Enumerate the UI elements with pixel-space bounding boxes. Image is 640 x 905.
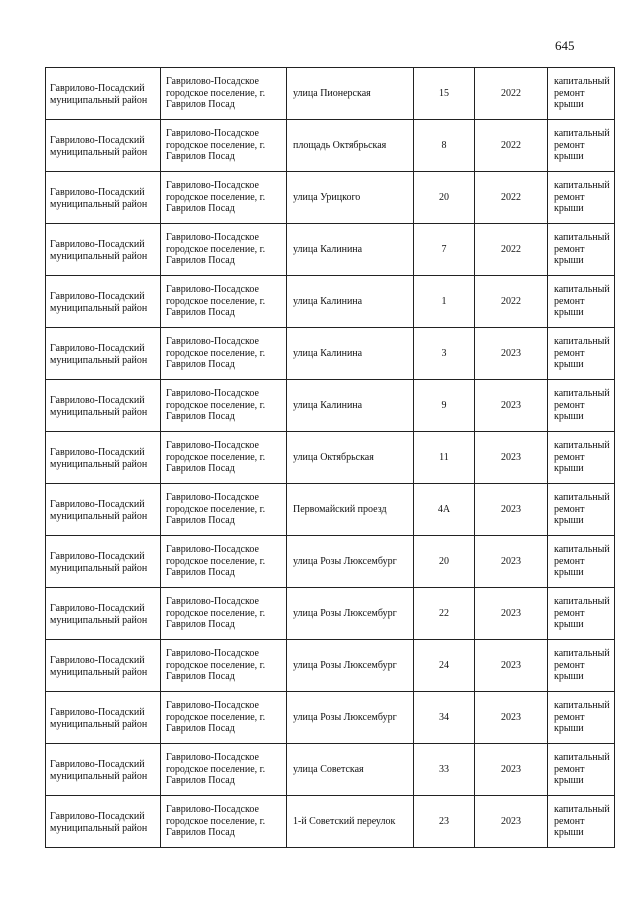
district-cell: Гаврилово-Посадский муниципальный район [46, 172, 161, 224]
settlement-cell: Гаврилово-Посадское городское поселение, г. Гаврилов Посад [161, 224, 287, 276]
work-type-cell: капитальный ремонт крыши [548, 328, 615, 380]
settlement-cell: Гаврилово-Посадское городское поселение, г. Гаврилов Посад [161, 172, 287, 224]
table-row [46, 68, 615, 120]
settlement-cell: Гаврилово-Посадское городское поселение, г. Гаврилов Посад [161, 380, 287, 432]
street-cell: Первомайский проезд [287, 484, 414, 536]
district-cell: Гаврилово-Посадский муниципальный район [46, 536, 161, 588]
settlement-cell: Гаврилово-Посадское городское поселение, г. Гаврилов Посад [161, 328, 287, 380]
district-cell: Гаврилово-Посадский муниципальный район [46, 68, 161, 120]
table-row [46, 432, 615, 484]
year-cell: 2023 [475, 692, 548, 744]
district-cell: Гаврилово-Посадский муниципальный район [46, 484, 161, 536]
work-type-cell: капитальный ремонт крыши [548, 484, 615, 536]
table-row [46, 172, 615, 224]
work-type-cell: капитальный ремонт крыши [548, 380, 615, 432]
street-cell: 1-й Советский переулок [287, 796, 414, 848]
street-cell: улица Калинина [287, 328, 414, 380]
street-cell: площадь Октябрьская [287, 120, 414, 172]
house-number-cell: 15 [414, 68, 475, 120]
street-cell: улица Розы Люксембург [287, 640, 414, 692]
year-cell: 2023 [475, 484, 548, 536]
street-cell: улица Советская [287, 744, 414, 796]
table-row [46, 380, 615, 432]
work-type-cell: капитальный ремонт крыши [548, 744, 615, 796]
street-cell: улица Розы Люксембург [287, 692, 414, 744]
table-row [46, 640, 615, 692]
table-row [46, 692, 615, 744]
street-cell: улица Урицкого [287, 172, 414, 224]
table-row [46, 224, 615, 276]
year-cell: 2022 [475, 276, 548, 328]
settlement-cell: Гаврилово-Посадское городское поселение, г. Гаврилов Посад [161, 588, 287, 640]
house-number-cell: 34 [414, 692, 475, 744]
year-cell: 2022 [475, 120, 548, 172]
year-cell: 2023 [475, 640, 548, 692]
street-cell: улица Пионерская [287, 68, 414, 120]
work-type-cell: капитальный ремонт крыши [548, 224, 615, 276]
street-cell: улица Розы Люксембург [287, 588, 414, 640]
table-row [46, 744, 615, 796]
street-cell: улица Октябрьская [287, 432, 414, 484]
work-type-cell: капитальный ремонт крыши [548, 536, 615, 588]
year-cell: 2023 [475, 380, 548, 432]
table-row [46, 276, 615, 328]
street-cell: улица Калинина [287, 224, 414, 276]
table-row [46, 328, 615, 380]
table-row [46, 120, 615, 172]
page-number: 645 [555, 38, 575, 53]
house-number-cell: 8 [414, 120, 475, 172]
work-type-cell: капитальный ремонт крыши [548, 588, 615, 640]
work-type-cell: капитальный ремонт крыши [548, 640, 615, 692]
work-type-cell: капитальный ремонт крыши [548, 796, 615, 848]
district-cell: Гаврилово-Посадский муниципальный район [46, 744, 161, 796]
year-cell: 2023 [475, 796, 548, 848]
house-number-cell: 33 [414, 744, 475, 796]
district-cell: Гаврилово-Посадский муниципальный район [46, 692, 161, 744]
district-cell: Гаврилово-Посадский муниципальный район [46, 224, 161, 276]
table-row [46, 588, 615, 640]
year-cell: 2023 [475, 744, 548, 796]
work-type-cell: капитальный ремонт крыши [548, 692, 615, 744]
year-cell: 2023 [475, 536, 548, 588]
settlement-cell: Гаврилово-Посадское городское поселение, г. Гаврилов Посад [161, 692, 287, 744]
work-type-cell: капитальный ремонт крыши [548, 276, 615, 328]
district-cell: Гаврилово-Посадский муниципальный район [46, 276, 161, 328]
district-cell: Гаврилово-Посадский муниципальный район [46, 380, 161, 432]
year-cell: 2023 [475, 328, 548, 380]
settlement-cell: Гаврилово-Посадское городское поселение, г. Гаврилов Посад [161, 536, 287, 588]
settlement-cell: Гаврилово-Посадское городское поселение, г. Гаврилов Посад [161, 276, 287, 328]
house-number-cell: 4А [414, 484, 475, 536]
repair-registry-table [45, 67, 615, 848]
house-number-cell: 23 [414, 796, 475, 848]
street-cell: улица Калинина [287, 276, 414, 328]
district-cell: Гаврилово-Посадский муниципальный район [46, 588, 161, 640]
work-type-cell: капитальный ремонт крыши [548, 120, 615, 172]
table-row [46, 796, 615, 848]
district-cell: Гаврилово-Посадский муниципальный район [46, 640, 161, 692]
year-cell: 2022 [475, 172, 548, 224]
settlement-cell: Гаврилово-Посадское городское поселение, г. Гаврилов Посад [161, 640, 287, 692]
district-cell: Гаврилово-Посадский муниципальный район [46, 120, 161, 172]
settlement-cell: Гаврилово-Посадское городское поселение, г. Гаврилов Посад [161, 432, 287, 484]
house-number-cell: 22 [414, 588, 475, 640]
district-cell: Гаврилово-Посадский муниципальный район [46, 796, 161, 848]
year-cell: 2022 [475, 224, 548, 276]
year-cell: 2022 [475, 68, 548, 120]
settlement-cell: Гаврилово-Посадское городское поселение, г. Гаврилов Посад [161, 120, 287, 172]
street-cell: улица Калинина [287, 380, 414, 432]
house-number-cell: 7 [414, 224, 475, 276]
house-number-cell: 20 [414, 536, 475, 588]
house-number-cell: 24 [414, 640, 475, 692]
house-number-cell: 20 [414, 172, 475, 224]
year-cell: 2023 [475, 588, 548, 640]
house-number-cell: 1 [414, 276, 475, 328]
settlement-cell: Гаврилово-Посадское городское поселение, г. Гаврилов Посад [161, 744, 287, 796]
work-type-cell: капитальный ремонт крыши [548, 432, 615, 484]
district-cell: Гаврилово-Посадский муниципальный район [46, 328, 161, 380]
district-cell: Гаврилово-Посадский муниципальный район [46, 432, 161, 484]
settlement-cell: Гаврилово-Посадское городское поселение, г. Гаврилов Посад [161, 68, 287, 120]
table-row [46, 484, 615, 536]
table-row [46, 536, 615, 588]
house-number-cell: 9 [414, 380, 475, 432]
work-type-cell: капитальный ремонт крыши [548, 172, 615, 224]
settlement-cell: Гаврилово-Посадское городское поселение, г. Гаврилов Посад [161, 796, 287, 848]
year-cell: 2023 [475, 432, 548, 484]
settlement-cell: Гаврилово-Посадское городское поселение, г. Гаврилов Посад [161, 484, 287, 536]
house-number-cell: 3 [414, 328, 475, 380]
street-cell: улица Розы Люксембург [287, 536, 414, 588]
house-number-cell: 11 [414, 432, 475, 484]
work-type-cell: капитальный ремонт крыши [548, 68, 615, 120]
